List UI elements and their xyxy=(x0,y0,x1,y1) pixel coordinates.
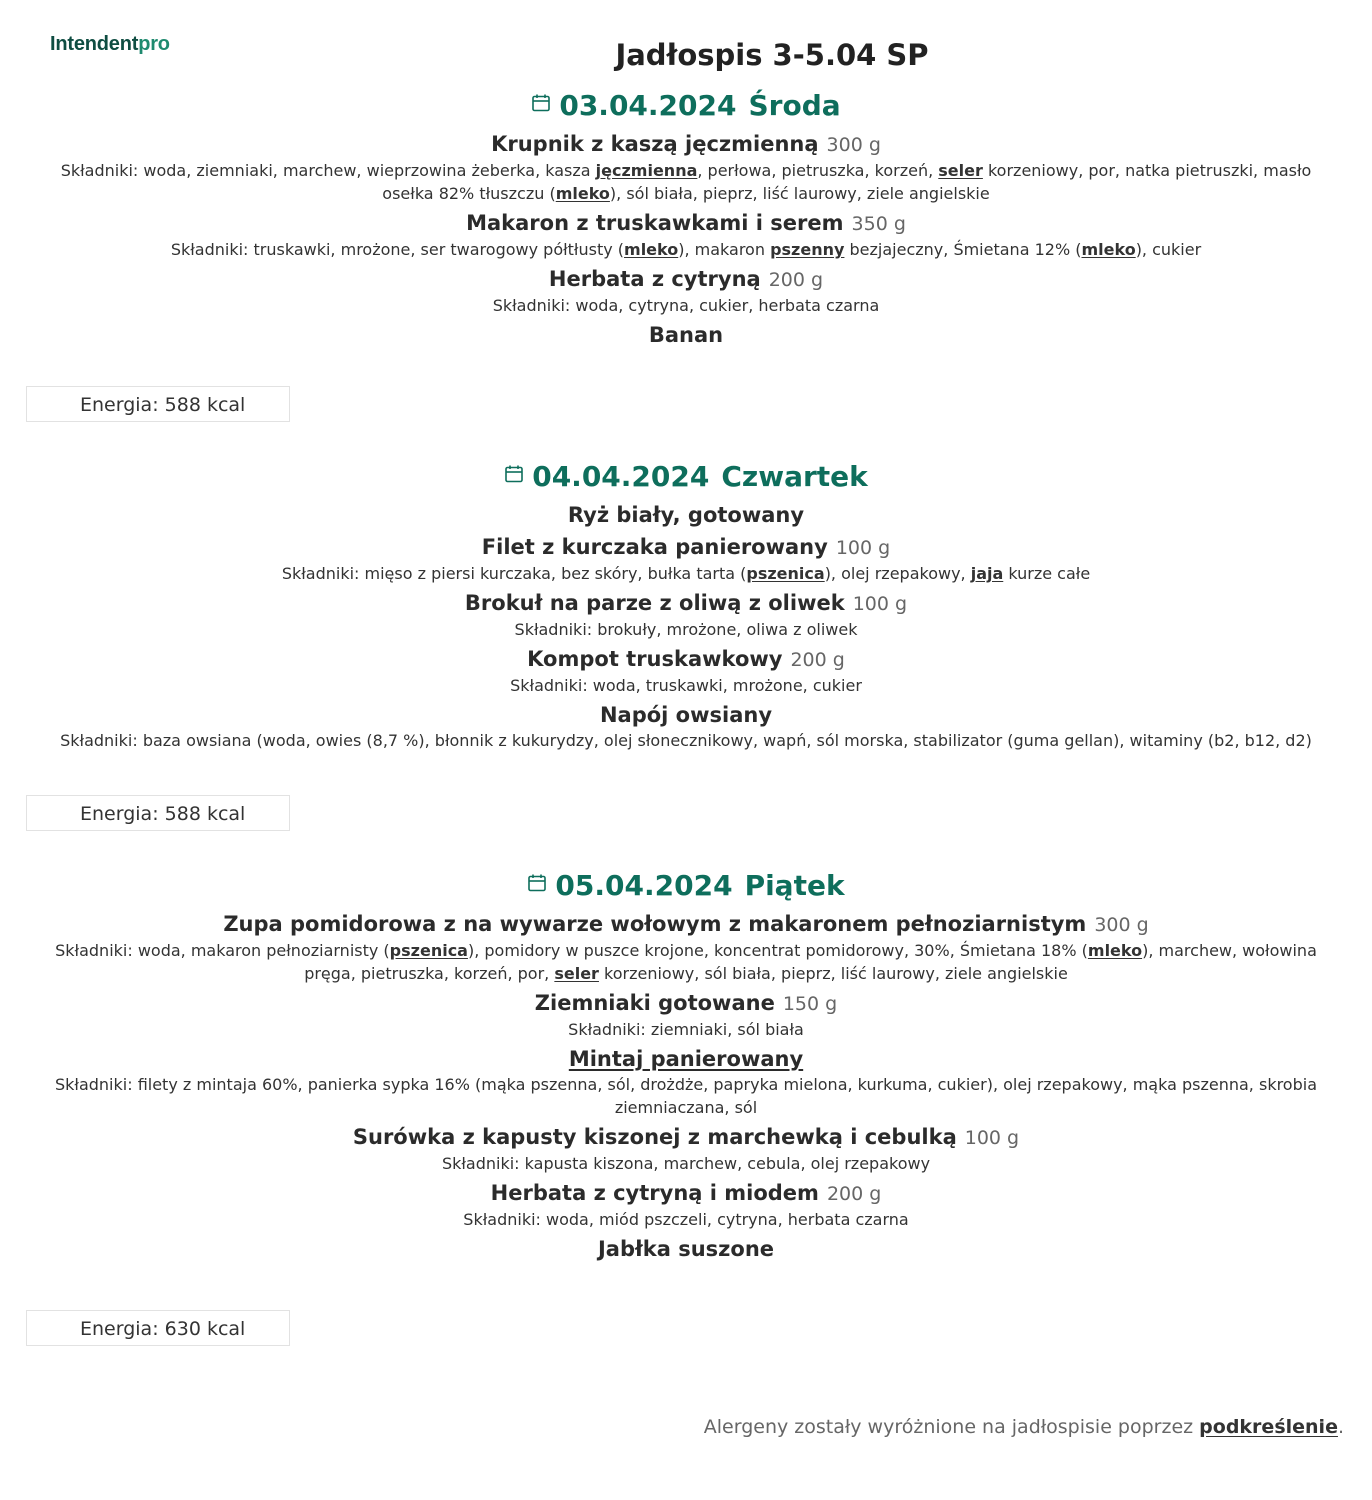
ingredients-text: Składniki: truskawki, mrożone, ser twarogowy półtłusty ( xyxy=(170,240,625,259)
allergen-term: pszenny xyxy=(770,240,845,259)
allergen-term: seler xyxy=(554,964,599,983)
dish-weight: 100 g xyxy=(852,593,908,615)
ingredients-text: Składniki: woda, miód pszczeli, cytryna, herbata czarna xyxy=(463,1210,909,1229)
dish-name: Filet z kurczaka panierowany xyxy=(481,535,828,559)
dish-name: Makaron z truskawkami i serem xyxy=(466,211,844,235)
energy-box-2: Energia: 588 kcal xyxy=(26,795,290,831)
dish-name: Surówka z kapusty kiszonej z marchewką i cebulką xyxy=(352,1125,957,1149)
dish-row xyxy=(0,1235,1372,1263)
dish-weight: 350 g xyxy=(851,213,906,235)
dish-row xyxy=(0,209,1372,238)
dish-ingredients xyxy=(0,238,1372,261)
dish-ingredients xyxy=(0,562,1372,585)
dish-weight: 150 g xyxy=(782,993,838,1015)
dish-name: Mintaj panierowany xyxy=(568,1047,804,1071)
allergen-term: mleko xyxy=(624,240,679,259)
allergen-term: jęczmienna xyxy=(595,161,698,180)
ingredients-text: Składniki: woda, makaron pełnoziarnisty ( xyxy=(55,941,390,960)
dish-weight: 100 g xyxy=(835,537,891,559)
ingredients-text: Składniki: filety z mintaja 60%, panierka sypka 16% (mąka pszenna, sól, drożdże, papryka mielona, kurkuma, cukier), olej rzepakowy, mąka pszenna, skrobia ziemniaczana, sól xyxy=(54,1075,1317,1117)
calendar-icon xyxy=(504,455,524,495)
day-section-2 xyxy=(0,457,1372,754)
allergen-term: seler xyxy=(938,161,983,180)
ingredients-text: ), makaron xyxy=(678,240,771,259)
ingredients-text: , perłowa, pietruszka, korzeń, xyxy=(697,161,939,180)
ingredients-text: kurze całe xyxy=(1003,564,1091,583)
day-header xyxy=(0,866,1372,906)
allergen-term: jaja xyxy=(970,564,1004,583)
logo-main: Intendent xyxy=(50,33,139,55)
dish-row xyxy=(0,130,1372,159)
ingredients-text: ), cukier xyxy=(1135,240,1202,259)
energy-box-3: Energia: 630 kcal xyxy=(26,1310,290,1346)
ingredients-text: ), sól biała, pieprz, liść laurowy, ziele angielskie xyxy=(609,184,990,203)
dish-ingredients xyxy=(0,159,1372,205)
allergen-note-end: . xyxy=(1337,1416,1344,1438)
dish-row xyxy=(0,1179,1372,1208)
ingredients-text: korzeniowy, sól biała, pieprz, liść laurowy, ziele angielskie xyxy=(598,964,1068,983)
dish-name: Brokuł na parze z oliwą z oliwek xyxy=(464,591,845,615)
dish-weight: 200 g xyxy=(768,269,824,291)
ingredients-text: bezjajeczny, Śmietana 12% ( xyxy=(844,240,1082,259)
day-weekday: Piątek xyxy=(744,869,845,902)
ingredients-text: Składniki: brokuły, mrożone, oliwa z oliwek xyxy=(514,620,858,639)
ingredients-text: Składniki: kapusta kiszona, marchew, cebula, olej rzepakowy xyxy=(441,1154,931,1173)
dish-weight: 200 g xyxy=(826,1183,882,1205)
day-header xyxy=(0,457,1372,497)
dish-row xyxy=(0,701,1372,729)
allergen-term: mleko xyxy=(1081,240,1136,259)
ingredients-text: Składniki: woda, truskawki, mrożone, cukier xyxy=(510,676,862,695)
page-title: Jadłospis 3-5.04 SP xyxy=(615,38,929,72)
day-weekday: Czwartek xyxy=(721,460,868,493)
dish-name: Ziemniaki gotowane xyxy=(534,991,775,1015)
ingredients-text: Składniki: woda, cytryna, cukier, herbata czarna xyxy=(492,296,880,315)
allergen-term: pszenica xyxy=(746,564,825,583)
dish-row xyxy=(0,533,1372,562)
logo-suffix: pro xyxy=(138,33,170,55)
dish-row xyxy=(0,265,1372,294)
day-date: 04.04.2024 xyxy=(532,460,710,493)
dish-row xyxy=(0,501,1372,529)
day-date: 05.04.2024 xyxy=(555,869,733,902)
dish-weight: 200 g xyxy=(790,649,845,671)
ingredients-text: Składniki: mięso z piersi kurczaka, bez skóry, bułka tarta ( xyxy=(281,564,747,583)
dish-name: Krupnik z kaszą jęczmienną xyxy=(491,132,819,156)
ingredients-text: ), pomidory w puszce krojone, koncentrat pomidorowy, 30%, Śmietana 18% ( xyxy=(467,941,1088,960)
dish-ingredients xyxy=(0,1018,1372,1041)
calendar-icon xyxy=(527,864,547,904)
day-date: 03.04.2024 xyxy=(559,89,737,122)
dish-ingredients xyxy=(0,1073,1372,1119)
dish-name: Banan xyxy=(648,323,724,347)
dish-ingredients xyxy=(0,729,1372,752)
ingredients-text: korzeniowy, por, natka pietruszki, masło osełka 82% tłuszczu ( xyxy=(382,161,1312,203)
allergen-note-emphasis: podkreślenie xyxy=(1199,1416,1338,1438)
dish-row xyxy=(0,989,1372,1018)
day-section-1 xyxy=(0,86,1372,349)
ingredients-text: Składniki: baza owsiana (woda, owies (8,7 %), błonnik z kukurydzy, olej słonecznikowy, wapń, sól morska, stabilizator (guma gellan), witaminy (b2, b12, d2) xyxy=(60,731,1312,750)
allergen-term: mleko xyxy=(555,184,610,203)
allergen-term: mleko xyxy=(1087,941,1143,960)
dish-weight: 100 g xyxy=(964,1127,1020,1149)
day-header xyxy=(0,86,1372,126)
ingredients-text: ), marchew, wołowina pręga, pietruszka, korzeń, por, xyxy=(304,941,1317,983)
dish-row xyxy=(0,1045,1372,1073)
dish-name: Herbata z cytryną xyxy=(548,267,761,291)
dish-weight: 300 g xyxy=(1094,914,1149,936)
dish-row xyxy=(0,589,1372,618)
dish-ingredients xyxy=(0,294,1372,317)
dish-ingredients xyxy=(0,674,1372,697)
day-weekday: Środa xyxy=(748,89,841,122)
dish-name: Jabłka suszone xyxy=(597,1237,775,1261)
day-section-3 xyxy=(0,866,1372,1263)
dish-name: Zupa pomidorowa z na wywarze wołowym z makaronem pełnoziarnistym xyxy=(223,912,1087,936)
dish-row xyxy=(0,1123,1372,1152)
dish-name: Herbata z cytryną i miodem xyxy=(490,1181,819,1205)
dish-ingredients xyxy=(0,618,1372,641)
dish-ingredients xyxy=(0,1208,1372,1231)
dish-ingredients xyxy=(0,939,1372,985)
energy-box-1: Energia: 588 kcal xyxy=(26,386,290,422)
calendar-icon xyxy=(531,84,551,124)
dish-row xyxy=(0,910,1372,939)
allergen-term: pszenica xyxy=(389,941,468,960)
dish-name: Ryż biały, gotowany xyxy=(567,503,805,527)
ingredients-text: ), olej rzepakowy, xyxy=(824,564,971,583)
dish-ingredients xyxy=(0,1152,1372,1175)
allergen-note xyxy=(704,1416,1344,1438)
dish-row xyxy=(0,321,1372,349)
allergen-note-text: Alergeny zostały wyróżnione na jadłospisie poprzez xyxy=(703,1416,1200,1438)
ingredients-text: Składniki: ziemniaki, sól biała xyxy=(568,1020,804,1039)
dish-weight: 300 g xyxy=(826,134,881,156)
dish-name: Napój owsiany xyxy=(599,703,773,727)
dish-name: Kompot truskawkowy xyxy=(527,647,783,671)
ingredients-text: Składniki: woda, ziemniaki, marchew, wieprzowina żeberka, kasza xyxy=(60,161,596,180)
dish-row xyxy=(0,645,1372,674)
